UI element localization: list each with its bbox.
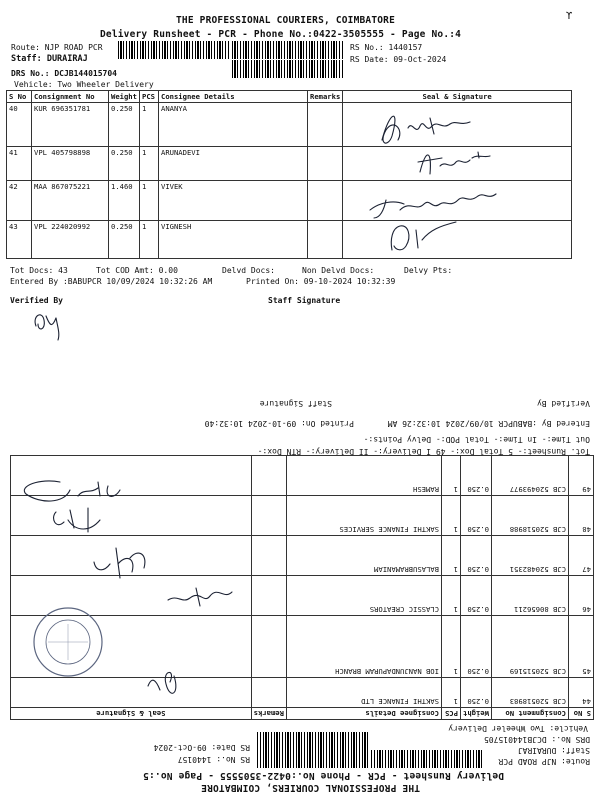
row-remarks xyxy=(251,496,286,536)
row-pcs: 1 xyxy=(442,576,461,616)
rs-date: RS Date: 09-Oct-2024 xyxy=(350,55,447,64)
row-consignee: SAKTHI FINANCE LTD xyxy=(287,678,442,708)
row-consignee: ARUNADEVI xyxy=(159,147,308,181)
row-remarks xyxy=(251,576,286,616)
company-title: THE PROFESSIONAL COURIERS, COIMBATORE xyxy=(176,15,396,26)
row-sno: 47 xyxy=(569,536,594,576)
runsheet-page-4 xyxy=(0,0,600,380)
signature-row-43 xyxy=(391,222,456,250)
row-sno: 42 xyxy=(7,181,32,221)
barcode-1 xyxy=(370,750,482,768)
bank-seal xyxy=(34,608,102,676)
row-sno: 43 xyxy=(7,221,32,259)
col-consignee: Consignee Details xyxy=(159,91,308,103)
signature-row-48 xyxy=(54,508,100,532)
barcode-3 xyxy=(232,60,344,78)
verified-by: Verified By xyxy=(537,399,590,408)
non-delvd-docs: Non Delvd Docs: xyxy=(302,266,375,275)
row-remarks xyxy=(251,536,286,576)
route: Route: NJP ROAD PCR xyxy=(11,43,103,52)
row-consignment: KUR 696351781 xyxy=(32,103,109,147)
row-consignee: VIVEK xyxy=(159,181,308,221)
row-consignee: BALASUBRAMANIAM xyxy=(287,536,442,576)
col-pcs: PCS xyxy=(140,91,159,103)
signature-row-40 xyxy=(382,116,470,143)
verifier-signature xyxy=(28,306,68,342)
tot-docs: Tot Docs: 43 xyxy=(10,266,68,275)
row-sno: 48 xyxy=(569,496,594,536)
col-weight: Weight xyxy=(109,91,140,103)
staff: Staff: DURAIRAJ xyxy=(11,54,88,64)
row-pcs: 1 xyxy=(442,496,461,536)
delvy-pts: Delvy Pts: xyxy=(404,266,453,275)
row-consignment: CJB 520493977 xyxy=(492,456,569,496)
verified-by: Verified By xyxy=(10,296,63,305)
row-weight: 0.250 xyxy=(109,103,140,147)
signature-row-49 xyxy=(24,481,120,501)
row-consignment: CJB 80656211 xyxy=(492,576,569,616)
row-pcs: 1 xyxy=(140,181,159,221)
row-pcs: 1 xyxy=(140,103,159,147)
row-pcs: 1 xyxy=(442,536,461,576)
row-pcs: 1 xyxy=(140,147,159,181)
row-sno: 44 xyxy=(569,678,594,708)
entered-by: Entered By :BABUPCR 10/09/2024 10:32:26 AM xyxy=(10,277,213,286)
row-consignment: VPL 224020992 xyxy=(32,221,109,259)
row-remarks xyxy=(251,616,286,678)
row-pcs: 1 xyxy=(442,616,461,678)
row-consignment: CJB 520515169 xyxy=(492,616,569,678)
row-consignee: SAKTHI FINANCE SERVICES xyxy=(287,496,442,536)
row-sno: 41 xyxy=(7,147,32,181)
signature-row-41 xyxy=(418,152,490,174)
runsheet-title: Delivery Runsheet - PCR - Phone No.:0422-3505555 - Page No.:4 xyxy=(100,29,462,40)
signature-row-46 xyxy=(168,588,232,606)
row-remarks xyxy=(308,103,343,147)
row-consignment: CJB 520482351 xyxy=(492,536,569,576)
col-seal-signature: Seal & Signature xyxy=(11,708,252,720)
row-consignment: CJB 520518988 xyxy=(492,496,569,536)
barcode-1 xyxy=(118,41,230,59)
col-remarks: Remarks xyxy=(308,91,343,103)
row-sno: 49 xyxy=(569,456,594,496)
row-weight: 0.250 xyxy=(461,576,492,616)
printed-on: Printed On: 09-10-2024 10:32:39 xyxy=(246,277,396,286)
col-remarks: Remarks xyxy=(251,708,286,720)
runsheet-page-5 xyxy=(0,380,600,800)
signatures-page-5 xyxy=(10,444,240,704)
time-line: Out Time:- In Time:- Total POD:- Delvy Points:- xyxy=(363,435,590,444)
row-remarks xyxy=(251,456,286,496)
rs-number: RS No.: 1440157 xyxy=(177,755,250,764)
col-weight: Weight xyxy=(461,708,492,720)
rs-number: RS No.: 1440157 xyxy=(350,43,423,52)
col-consignment: Consignment No xyxy=(492,708,569,720)
corner-mark: ϒ xyxy=(566,11,573,22)
col-sno: S No xyxy=(569,708,594,720)
col-pcs: PCS xyxy=(442,708,461,720)
row-weight: 0.250 xyxy=(109,221,140,259)
vehicle: Vehicle: Two Wheeler Delivery xyxy=(448,724,588,733)
row-remarks xyxy=(308,221,343,259)
printed-on: Printed On: 09-10-2024 10:32:40 xyxy=(204,419,354,428)
tot-runsheet: Tot. Runsheet:- 5 Total Dox:- 49 I Delivery:- II Delivery:- RTN Dox:- xyxy=(257,447,590,456)
drs-number: DRS No.: DCJB144015704 xyxy=(11,69,117,78)
row-consignee: IOB NANJUNDAPURAM BRANCH xyxy=(287,616,442,678)
row-consignee: ANANYA xyxy=(159,103,308,147)
row-pcs: 1 xyxy=(442,678,461,708)
row-weight: 0.250 xyxy=(461,678,492,708)
barcode-2 xyxy=(232,41,344,59)
row-consignee: RAMESH xyxy=(287,456,442,496)
entered-by: Entered By :BABUPCR 10/09/2024 10:32:26 AM xyxy=(387,419,590,428)
row-consignee: CLASSIC CREATORS xyxy=(287,576,442,616)
row-sno: 46 xyxy=(569,576,594,616)
row-weight: 0.250 xyxy=(461,536,492,576)
row-consignment: MAA 867075221 xyxy=(32,181,109,221)
row-weight: 0.250 xyxy=(461,456,492,496)
company-title: THE PROFESSIONAL COURIERS, COIMBATORE xyxy=(200,782,420,793)
row-sno: 45 xyxy=(569,616,594,678)
col-consignee: Consignee Details xyxy=(287,708,442,720)
table-header xyxy=(11,708,594,720)
row-pcs: 1 xyxy=(140,221,159,259)
staff-signature: Staff Signature xyxy=(259,399,332,408)
row-consignment: CJB 520518983 xyxy=(492,678,569,708)
col-seal-signature: Seal & Signature xyxy=(343,91,572,103)
row-consignment: VPL 405798898 xyxy=(32,147,109,181)
route: Route: NJP ROAD PCR xyxy=(498,757,590,766)
drs-number: DRS No.: DCJB144015705 xyxy=(484,735,590,744)
vehicle: Vehicle: Two Wheeler Delivery xyxy=(14,80,154,89)
delvd-docs: Delvd Docs: xyxy=(222,266,275,275)
row-weight: 0.250 xyxy=(109,147,140,181)
col-consignment: Consignment No xyxy=(32,91,109,103)
signatures-page-4 xyxy=(360,100,520,260)
col-sno: S No xyxy=(7,91,32,103)
signature-row-42 xyxy=(370,194,496,218)
row-remarks xyxy=(308,181,343,221)
row-weight: 1.460 xyxy=(109,181,140,221)
rs-date: RS Date: 09-Oct-2024 xyxy=(153,743,250,752)
row-pcs: 1 xyxy=(442,456,461,496)
barcode-3 xyxy=(256,732,368,750)
staff: Staff: DURAIRAJ xyxy=(517,746,590,755)
row-remarks xyxy=(308,147,343,181)
signature-row-47 xyxy=(94,548,145,578)
staff-signature: Staff Signature xyxy=(268,296,341,305)
barcode-2 xyxy=(256,750,368,768)
row-sno: 40 xyxy=(7,103,32,147)
row-weight: 0.250 xyxy=(461,496,492,536)
row-consignee: VIGNESH xyxy=(159,221,308,259)
runsheet-title: Delivery Runsheet - PCR - Phone No.:0422-3505555 - Page No.:5 xyxy=(142,770,504,781)
tot-cod: Tot COD Amt: 0.00 xyxy=(96,266,178,275)
row-weight: 0.250 xyxy=(461,616,492,678)
row-remarks xyxy=(251,678,286,708)
signature-row-44 xyxy=(148,672,176,693)
